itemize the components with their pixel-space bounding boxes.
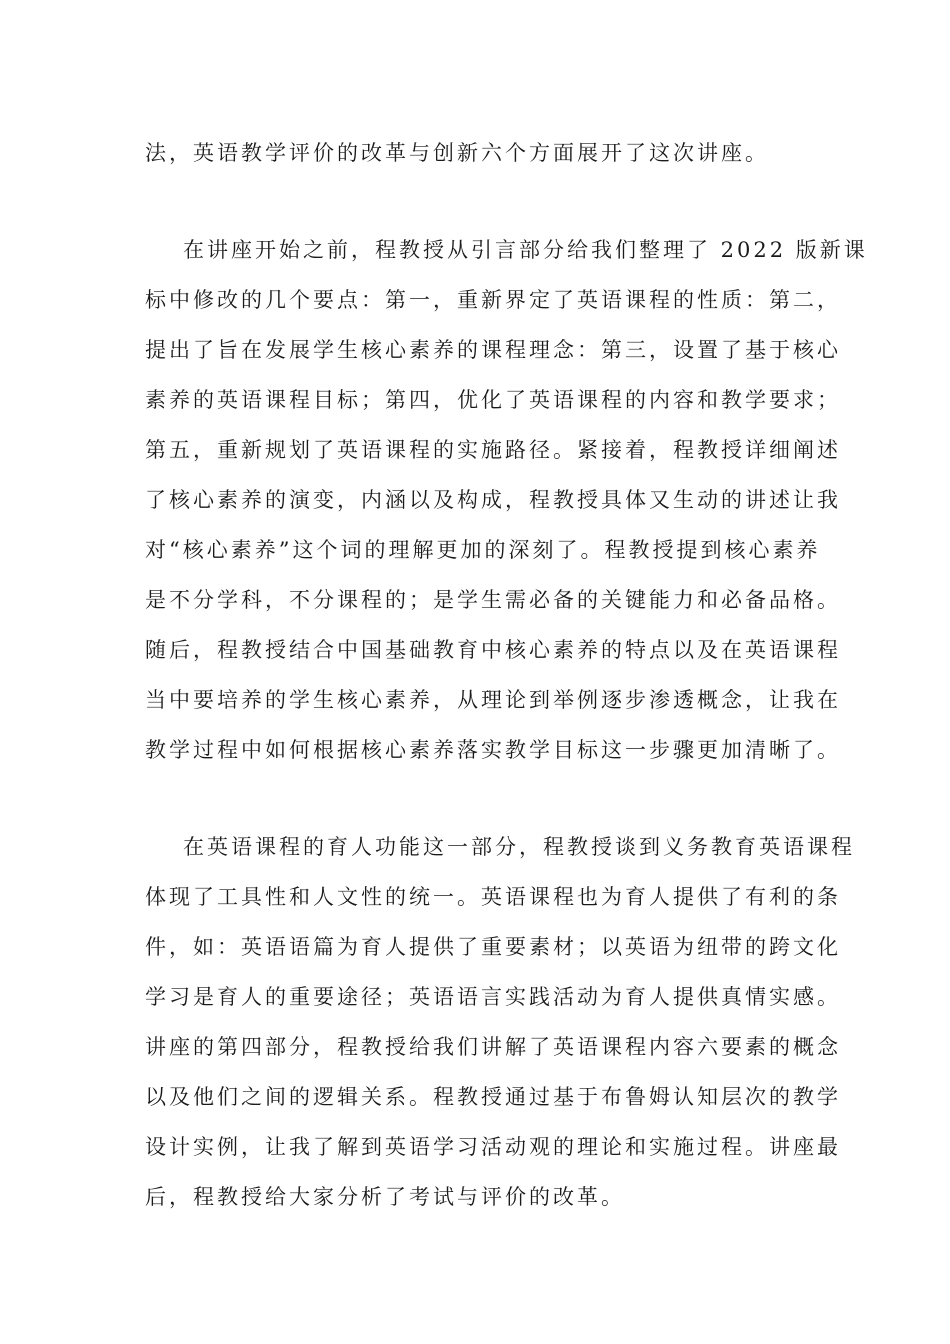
text-line: 是不分学科，不分课程的；是学生需必备的关键能力和必备品格。: [145, 588, 841, 612]
text-line: 标中修改的几个要点：第一，重新界定了英语课程的性质：第二，: [145, 288, 841, 312]
text-line: 设计实例，让我了解到英语学习活动观的理论和实施过程。讲座最: [145, 1135, 841, 1159]
text-line: 第五，重新规划了英语课程的实施路径。紧接着，程教授详细阐述: [145, 438, 841, 462]
text-line: 法，英语教学评价的改革与创新六个方面展开了这次讲座。: [145, 141, 769, 165]
text-line: 讲座的第四部分，程教授给我们讲解了英语课程内容六要素的概念: [145, 1035, 841, 1059]
text-line: 对“核心素养”这个词的理解更加的深刻了。程教授提到核心素养: [145, 538, 821, 562]
text-line: 在英语课程的育人功能这一部分，程教授谈到义务教育英语课程: [183, 835, 855, 859]
text-line: 教学过程中如何根据核心素养落实教学目标这一步骤更加清晰了。: [145, 738, 841, 762]
text-line: 以及他们之间的逻辑关系。程教授通过基于布鲁姆认知层次的教学: [145, 1085, 841, 1109]
text-line: 后，程教授给大家分析了考试与评价的改革。: [145, 1185, 625, 1209]
text-line: 学习是育人的重要途径；英语语言实践活动为育人提供真情实感。: [145, 985, 841, 1009]
text-line: 体现了工具性和人文性的统一。英语课程也为育人提供了有利的条: [145, 885, 841, 909]
text-line: 素养的英语课程目标；第四，优化了英语课程的内容和教学要求；: [145, 388, 841, 412]
text-line: 随后，程教授结合中国基础教育中核心素养的特点以及在英语课程: [145, 638, 841, 662]
text-line: 当中要培养的学生核心素养，从理论到举例逐步渗透概念，让我在: [145, 688, 841, 712]
text-line: 在讲座开始之前，程教授从引言部分给我们整理了 2022 版新课: [183, 238, 868, 262]
text-line: 件，如：英语语篇为育人提供了重要素材；以英语为纽带的跨文化: [145, 935, 841, 959]
text-line: 提出了旨在发展学生核心素养的课程理念：第三，设置了基于核心: [145, 338, 841, 362]
text-line: 了核心素养的演变，内涵以及构成，程教授具体又生动的讲述让我: [145, 488, 841, 512]
